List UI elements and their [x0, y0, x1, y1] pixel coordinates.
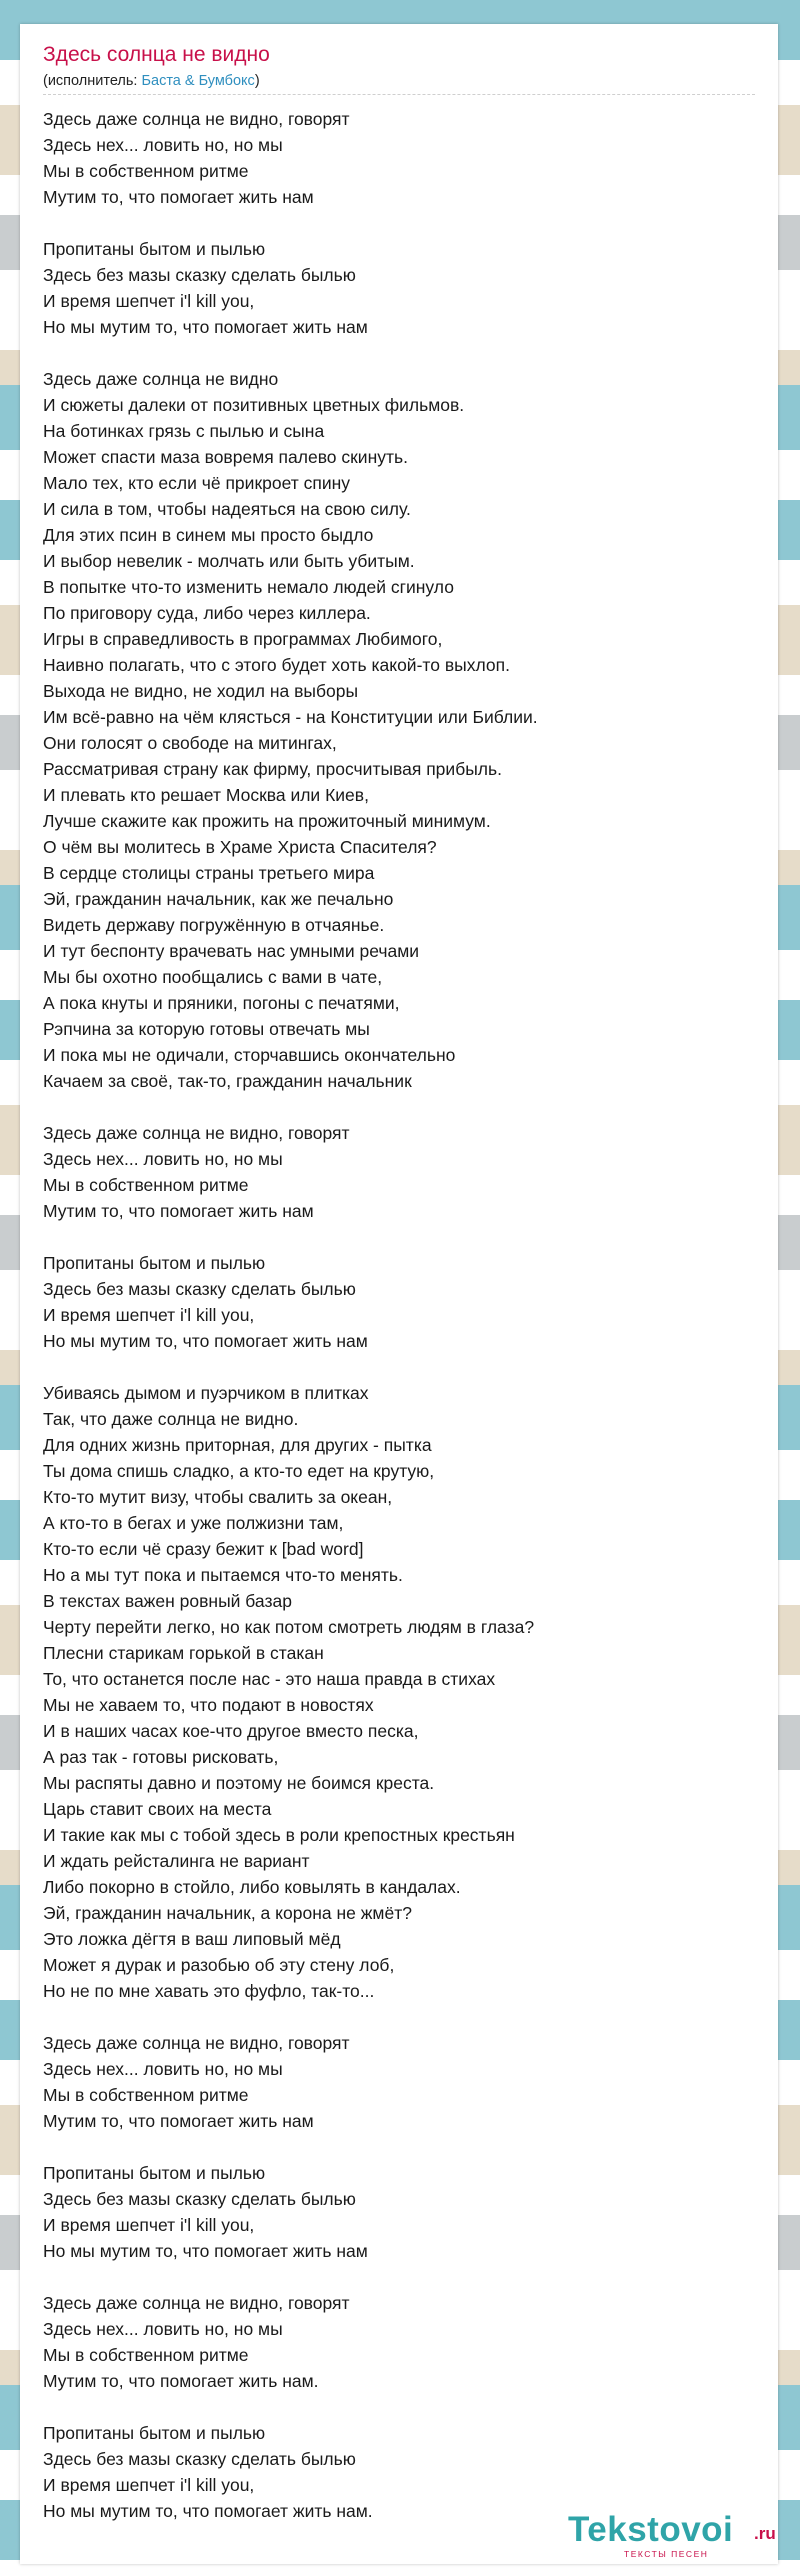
logo-wordmark: Tekstovoi [568, 2510, 734, 2549]
lyrics-line: Рэпчина за которую готовы отвечать мы [43, 1019, 370, 1039]
lyrics-line: Они голосят о свободе на митингах, [43, 733, 337, 753]
lyrics-line: А раз так - готовы рисковать, [43, 1747, 279, 1767]
lyrics-card [20, 24, 778, 2564]
lyrics-line: То, что останется после нас - это наша правда в стихах [43, 1669, 496, 1689]
lyrics-line: Здесь даже солнца не видно, говорят [43, 1123, 350, 1143]
lyrics-line: Мутим то, что помогает жить нам [43, 1201, 314, 1221]
lyrics-line: Лучше скажите как прожить на прожиточный минимум. [43, 811, 491, 831]
lyrics-line: Плесни старикам горькой в стакан [43, 1643, 324, 1663]
lyrics-text [43, 106, 758, 2524]
logo-domain: .ru [754, 2524, 776, 2543]
lyrics-line: Но мы мутим то, что помогает жить нам. [43, 2501, 373, 2521]
lyrics-line: Мы распяты давно и поэтому не боимся креста. [43, 1773, 435, 1793]
lyrics-line: Мутим то, что помогает жить нам. [43, 2371, 319, 2391]
lyrics-line: Мы в собственном ритме [43, 2085, 249, 2105]
lyrics-line: Ты дома спишь сладко, а кто-то едет на крутую, [43, 1461, 435, 1481]
lyrics-line: Качаем за своё, так-то, гражданин начальник [43, 1071, 412, 1091]
lyrics-line: Мы в собственном ритме [43, 1175, 249, 1195]
lyrics-line: А кто-то в бегах и уже полжизни там, [43, 1513, 344, 1533]
lyrics-line: Для этих псин в синем мы просто быдло [43, 525, 374, 545]
lyrics-line: И сила в том, чтобы надеяться на свою силу. [43, 499, 411, 519]
lyrics-stanza [43, 106, 758, 210]
lyrics-line: Здесь без мазы сказку сделать былью [43, 1279, 356, 1299]
lyrics-stanza [43, 1380, 758, 2004]
lyrics-line: Пропитаны бытом и пылью [43, 239, 266, 259]
lyrics-stanza [43, 2420, 758, 2524]
lyrics-line: И сюжеты далеки от позитивных цветных фильмов. [43, 395, 465, 415]
lyrics-line: Мутим то, что помогает жить нам [43, 187, 314, 207]
lyrics-line: Здесь даже солнца не видно, говорят [43, 2033, 350, 2053]
artist-prefix: (исполнитель: [43, 73, 142, 89]
lyrics-line: Но мы мутим то, что помогает жить нам [43, 1331, 368, 1351]
lyrics-line: Эй, гражданин начальник, как же печально [43, 889, 394, 909]
lyrics-line: Это ложка дёгтя в ваш липовый мёд [43, 1929, 341, 1949]
lyrics-line: Может спасти маза вовремя палево скинуть. [43, 447, 408, 467]
lyrics-line: Пропитаны бытом и пылью [43, 1253, 266, 1273]
lyrics-line: Здесь даже солнца не видно, говорят [43, 2293, 350, 2313]
lyrics-line: Здесь даже солнца не видно [43, 369, 279, 389]
lyrics-line: Кто-то если чё сразу бежит к [bad word] [43, 1539, 364, 1559]
lyrics-line: Пропитаны бытом и пылью [43, 2423, 266, 2443]
lyrics-line: Для одних жизнь приторная, для других - пытка [43, 1435, 432, 1455]
lyrics-stanza [43, 2160, 758, 2264]
lyrics-line: Выхода не видно, не ходил на выборы [43, 681, 359, 701]
lyrics-line: Здесь нех... ловить но, но мы [43, 2059, 283, 2079]
lyrics-line: И тут беспонту врачевать нас умными речами [43, 941, 420, 961]
lyrics-line: Наивно полагать, что с этого будет хоть какой-то выхлоп. [43, 655, 510, 675]
lyrics-line: И в наших часах кое-что другое вместо песка, [43, 1721, 419, 1741]
lyrics-line: Видеть державу погружённую в отчаянье. [43, 915, 385, 935]
lyrics-line: И выбор невелик - молчать или быть убитым. [43, 551, 415, 571]
lyrics-line: Игры в справедливость в программах Любимого, [43, 629, 443, 649]
divider [43, 94, 755, 95]
lyrics-line: Здесь даже солнца не видно, говорят [43, 109, 350, 129]
lyrics-line: Мало тех, кто если чё прикроет спину [43, 473, 351, 493]
lyrics-line: Мы не хаваем то, что подают в новостях [43, 1695, 374, 1715]
lyrics-stanza [43, 236, 758, 340]
lyrics-line: Пропитаны бытом и пылью [43, 2163, 266, 2183]
lyrics-line: Черту перейти легко, но как потом смотреть людям в глаза? [43, 1617, 535, 1637]
site-logo[interactable] [568, 2510, 793, 2566]
lyrics-line: И время шепчет i'l kill you, [43, 1305, 255, 1325]
lyrics-line: Здесь нех... ловить но, но мы [43, 1149, 283, 1169]
lyrics-line: Здесь без мазы сказку сделать былью [43, 2449, 356, 2469]
lyrics-stanza [43, 2030, 758, 2134]
lyrics-line: И ждать рейсталинга не вариант [43, 1851, 310, 1871]
lyrics-line: Так, что даже солнца не видно. [43, 1409, 299, 1429]
lyrics-line: Но мы мутим то, что помогает жить нам [43, 2241, 368, 2261]
lyrics-line: И время шепчет i'l kill you, [43, 291, 255, 311]
lyrics-line: Но а мы тут пока и пытаемся что-то менять. [43, 1565, 403, 1585]
lyrics-stanza [43, 366, 758, 1094]
lyrics-line: В попытке что-то изменить немало людей сгинуло [43, 577, 454, 597]
lyrics-line: Либо покорно в стойло, либо ковылять в кандалах. [43, 1877, 461, 1897]
lyrics-stanza [43, 1120, 758, 1224]
lyrics-line: Но не по мне хавать это фуфло, так-то... [43, 1981, 375, 2001]
lyrics-line: Мутим то, что помогает жить нам [43, 2111, 314, 2131]
lyrics-line: Мы в собственном ритме [43, 161, 249, 181]
lyrics-line: В сердце столицы страны третьего мира [43, 863, 375, 883]
lyrics-line: Здесь нех... ловить но, но мы [43, 135, 283, 155]
page-title: Здесь солнца не видно [43, 43, 270, 66]
artist-line [43, 72, 260, 90]
logo-tagline: ТЕКСТЫ ПЕСЕН [624, 2549, 709, 2559]
lyrics-line: Царь ставит своих на места [43, 1799, 272, 1819]
lyrics-line: Мы бы охотно пообщались с вами в чате, [43, 967, 383, 987]
lyrics-stanza [43, 1250, 758, 1354]
artist-link[interactable]: Баста & Бумбокс [141, 73, 255, 89]
lyrics-line: По приговору суда, либо через киллера. [43, 603, 371, 623]
lyrics-line: В текстах важен ровный базар [43, 1591, 292, 1611]
lyrics-line: И время шепчет i'l kill you, [43, 2475, 255, 2495]
lyrics-line: Здесь без мазы сказку сделать былью [43, 265, 356, 285]
artist-suffix: ) [254, 73, 260, 89]
lyrics-line: И такие как мы с тобой здесь в роли крепостных крестьян [43, 1825, 515, 1845]
lyrics-line: Им всё-равно на чём клясться - на Конституции или Библии. [43, 707, 538, 727]
lyrics-line: Но мы мутим то, что помогает жить нам [43, 317, 368, 337]
lyrics-line: Эй, гражданин начальник, а корона не жмёт? [43, 1903, 412, 1923]
lyrics-line: О чём вы молитесь в Храме Христа Спасителя? [43, 837, 437, 857]
lyrics-line: На ботинках грязь с пылью и сына [43, 421, 325, 441]
lyrics-line: Здесь без мазы сказку сделать былью [43, 2189, 356, 2209]
lyrics-line: И время шепчет i'l kill you, [43, 2215, 255, 2235]
lyrics-line: А пока кнуты и пряники, погоны с печатями, [43, 993, 400, 1013]
lyrics-line: Может я дурак и разобью об эту стену лоб, [43, 1955, 395, 1975]
lyrics-line: И плевать кто решает Москва или Киев, [43, 785, 369, 805]
lyrics-line: Мы в собственном ритме [43, 2345, 249, 2365]
lyrics-line: Кто-то мутит визу, чтобы свалить за океан, [43, 1487, 393, 1507]
lyrics-line: Здесь нех... ловить но, но мы [43, 2319, 283, 2339]
lyrics-stanza [43, 2290, 758, 2394]
lyrics-line: Рассматривая страну как фирму, просчитывая прибыль. [43, 759, 502, 779]
lyrics-line: И пока мы не одичали, сторчавшись окончательно [43, 1045, 456, 1065]
lyrics-line: Убиваясь дымом и пуэрчиком в плитках [43, 1383, 369, 1403]
